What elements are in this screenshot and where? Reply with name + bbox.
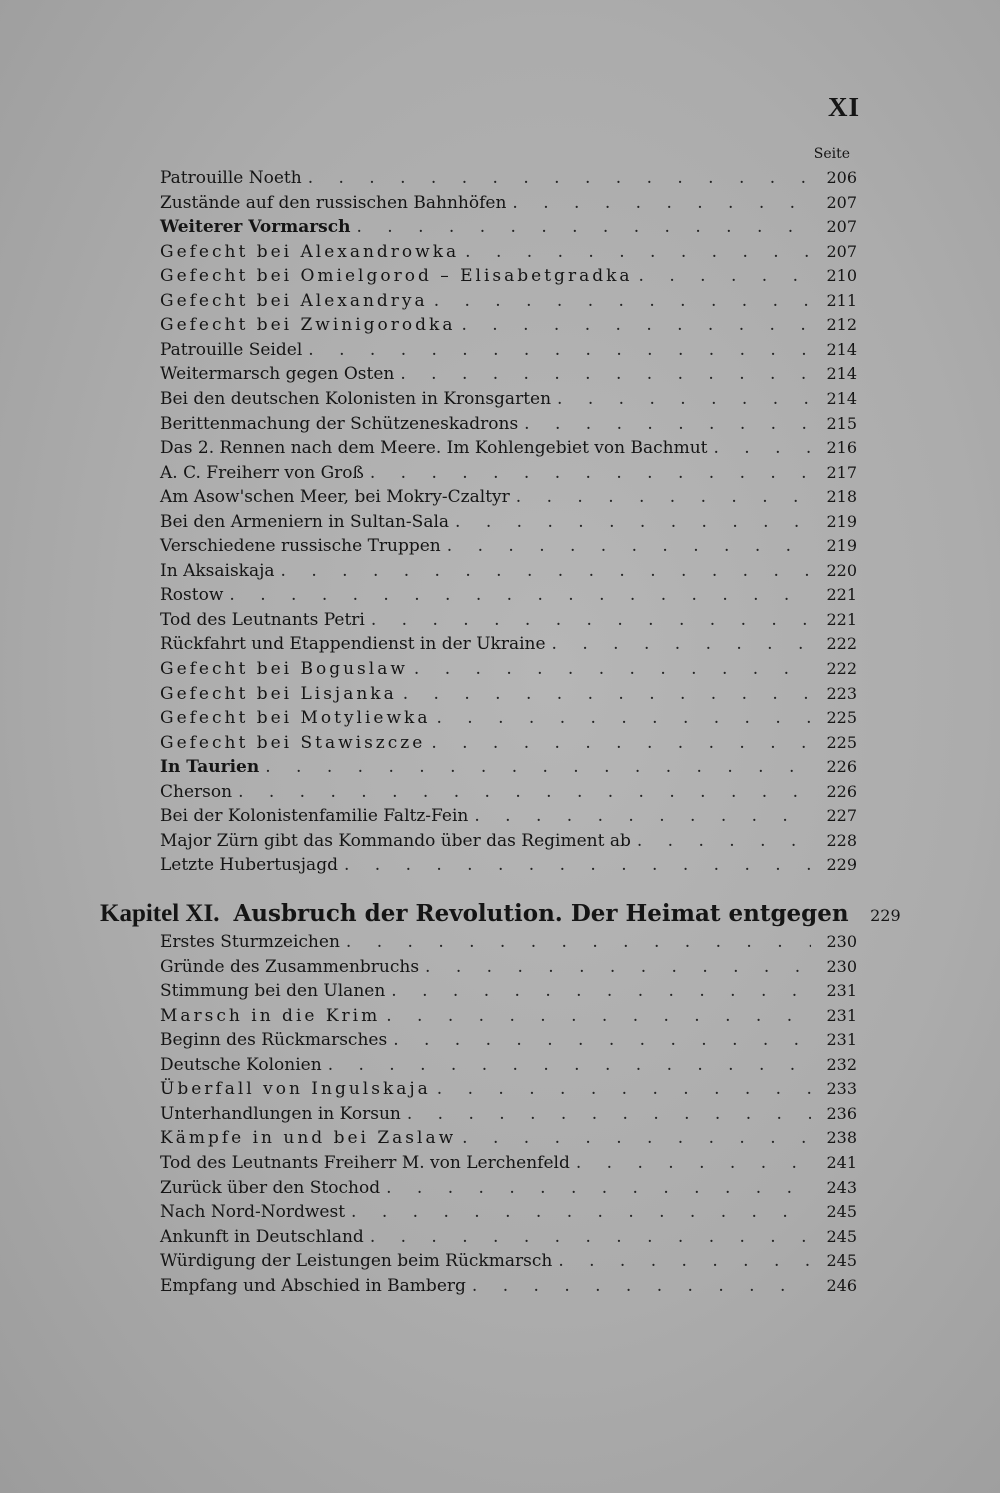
toc-entry-page: 227 — [826, 806, 857, 826]
dot-leader — [462, 1128, 811, 1148]
toc-entry-title: Beginn des Rückmarsches — [160, 1030, 388, 1051]
dot-leader — [371, 610, 811, 630]
toc-entry — [160, 512, 857, 537]
toc-entry-title: Tod des Leutnants Petri — [160, 609, 365, 630]
toc-entry-title: Gefecht bei Lisjanka — [160, 683, 397, 704]
dot-leader — [386, 1006, 811, 1026]
toc-entry-page: 219 — [826, 511, 857, 531]
toc-entry — [160, 1104, 857, 1129]
toc-entry-title: Ankunft in Deutschland — [160, 1226, 364, 1247]
toc-entry-title: Rückfahrt und Etappendienst in der Ukraine — [160, 634, 546, 655]
toc-entry-page: 217 — [826, 462, 857, 482]
toc-entry-page: 212 — [826, 315, 857, 335]
toc-entry-title: Weitermarsch gegen Osten — [160, 364, 395, 385]
toc-entry-page: 241 — [826, 1152, 857, 1172]
dot-leader — [370, 1227, 811, 1247]
toc-entry — [160, 536, 857, 561]
toc-entry-page: 225 — [826, 708, 857, 728]
toc-entry — [160, 414, 857, 439]
dot-leader — [472, 1276, 811, 1296]
toc-entry-title: Tod des Leutnants Freiherr M. von Lerchenfeld — [160, 1152, 570, 1173]
toc-entry — [160, 266, 857, 291]
toc-entry — [160, 487, 857, 512]
toc-entry-page: 231 — [826, 1005, 857, 1025]
toc-entry-page: 206 — [826, 168, 857, 187]
toc-entry-title: Nach Nord-Nordwest — [160, 1202, 346, 1223]
toc-entry-title: Überfall von Ingulskaja — [160, 1079, 431, 1100]
toc-entry — [160, 315, 857, 340]
toc-entry — [160, 1276, 857, 1301]
toc-entry-page: 231 — [826, 1030, 857, 1050]
toc-entry — [160, 438, 857, 463]
toc-entry — [160, 1251, 857, 1276]
toc-entry-page: 223 — [826, 683, 857, 703]
toc-entry — [160, 782, 857, 807]
toc-entry — [160, 1178, 857, 1203]
toc-entry — [160, 932, 857, 957]
toc-entry — [160, 957, 857, 982]
toc-entry-title: Kämpfe in und bei Zaslaw — [160, 1128, 457, 1149]
toc-entry-title: Unterhandlungen in Korsun — [160, 1103, 401, 1124]
toc-entry — [160, 291, 857, 316]
toc-entry-title: Gefecht bei Stawiszcze — [160, 732, 426, 753]
chapter-page: 229 — [870, 906, 901, 925]
toc-entry — [160, 585, 857, 610]
dot-leader — [437, 1079, 811, 1099]
toc-entry — [160, 708, 857, 733]
dot-leader — [351, 1202, 811, 1222]
toc-entry-title: Gefecht bei Omielgorod – Elisabetgradka — [160, 266, 633, 287]
toc-entry-page: 222 — [826, 634, 857, 654]
toc-entry-page: 219 — [826, 536, 857, 556]
toc-entry — [160, 1006, 857, 1031]
toc-entry-page: 214 — [826, 364, 857, 384]
dot-leader — [403, 684, 811, 704]
toc-entry-page: 243 — [826, 1177, 857, 1197]
page-number: XI — [827, 92, 860, 122]
toc-entry-page: 214 — [826, 388, 857, 408]
dot-leader — [238, 782, 811, 802]
toc-entry — [160, 806, 857, 831]
toc-entry-page: 214 — [826, 339, 857, 359]
toc-entry-title: Am Asow'schen Meer, bei Mokry-Czaltyr — [160, 487, 510, 508]
toc-entry-page: 246 — [826, 1275, 857, 1295]
toc-entry-title: Das 2. Rennen nach dem Meere. Im Kohlengebiet von Bachmut — [160, 438, 708, 459]
toc-entry-page: 236 — [826, 1103, 857, 1123]
dot-leader — [436, 708, 811, 728]
toc-entry — [160, 242, 857, 267]
page-column-label: Seite — [813, 146, 850, 162]
toc-entry-title: Bei der Kolonistenfamilie Faltz-Fein — [160, 806, 469, 827]
toc-entry-title: Deutsche Kolonien — [160, 1054, 322, 1075]
toc-entry — [160, 659, 857, 684]
toc-entry — [160, 217, 857, 242]
toc-entry-page: 230 — [826, 932, 857, 951]
toc-entry — [160, 1128, 857, 1153]
dot-leader — [465, 242, 811, 262]
dot-leader — [524, 414, 811, 434]
dot-leader — [229, 585, 811, 605]
toc-entry-page: 211 — [826, 290, 857, 310]
toc-entry-title: In Aksaiskaja — [160, 560, 275, 581]
toc-entry — [160, 389, 857, 414]
toc-entry-title: Gründe des Zusammenbruchs — [160, 956, 420, 977]
toc-entry-page: 210 — [826, 266, 857, 286]
toc-entry-page: 220 — [826, 560, 857, 580]
toc-entry-page: 218 — [826, 487, 857, 507]
dot-leader — [714, 438, 812, 458]
toc-entry-title: Major Zürn gibt das Kommando über das Regiment ab — [160, 830, 631, 851]
toc-entry — [160, 981, 857, 1006]
toc-entry-title: Cherson — [160, 781, 233, 802]
chapter-title: Ausbruch der Revolution. Der Heimat entgegen — [233, 900, 849, 927]
toc-entry-title: Patrouille Noeth — [160, 168, 302, 188]
dot-leader — [328, 1055, 811, 1075]
toc-entry-page: 233 — [826, 1079, 857, 1099]
toc-entry-title: Gefecht bei Boguslaw — [160, 659, 408, 679]
toc-entry-page: 222 — [826, 659, 857, 678]
dot-leader — [455, 512, 811, 532]
dot-leader — [516, 487, 811, 507]
toc-entry-page: 230 — [826, 956, 857, 976]
toc-entry-page: 225 — [826, 732, 857, 752]
toc-entry — [160, 1055, 857, 1080]
dot-leader — [558, 1251, 811, 1271]
toc-entry-page: 207 — [826, 241, 857, 261]
toc-entry-page: 207 — [826, 217, 857, 237]
dot-leader — [386, 1178, 811, 1198]
dot-leader — [431, 733, 811, 753]
toc-entry — [160, 1227, 857, 1252]
toc-entry-title: Marsch in die Krim — [160, 1005, 381, 1026]
dot-leader — [346, 932, 811, 952]
dot-leader — [414, 659, 811, 679]
toc-entry-title: Patrouille Seidel — [160, 339, 303, 360]
dot-leader — [400, 364, 811, 384]
toc-entry-page: 226 — [826, 757, 857, 777]
toc-entry — [160, 634, 857, 659]
toc-entry-title: Gefecht bei Motyliewka — [160, 708, 431, 729]
toc-entry — [160, 831, 857, 856]
toc-entry-title: Würdigung der Leistungen beim Rückmarsch — [160, 1251, 553, 1272]
toc-entry-page: 207 — [826, 192, 857, 212]
toc-entry-title: Zustände auf den russischen Bahnhöfen — [160, 192, 507, 213]
toc-entry-page: 221 — [826, 585, 857, 605]
toc-entry — [160, 168, 857, 193]
dot-leader — [637, 831, 811, 851]
dot-leader — [391, 981, 811, 1001]
dot-leader — [393, 1030, 811, 1050]
dot-leader — [425, 957, 811, 977]
toc-entry — [160, 364, 857, 389]
toc-entry-title: Stimmung bei den Ulanen — [160, 981, 386, 1002]
dot-leader — [512, 193, 811, 213]
chapter-label: Kapitel XI. — [100, 900, 220, 927]
toc-entry-title: Bei den deutschen Kolonisten in Kronsgarten — [160, 388, 552, 409]
toc-entry — [160, 610, 857, 635]
chapter-heading — [100, 900, 901, 934]
toc-entry-title: Gefecht bei Alexandrowka — [160, 241, 460, 262]
dot-leader — [370, 463, 811, 483]
toc-entry-title: Weiterer Vormarsch — [160, 217, 351, 238]
toc-entry-title: Berittenmachung der Schützeneskadrons — [160, 413, 519, 434]
dot-leader — [576, 1153, 811, 1173]
toc-entry-page: 221 — [826, 609, 857, 629]
toc-entry — [160, 1153, 857, 1178]
toc-entry — [160, 855, 857, 880]
toc-entry — [160, 733, 857, 758]
toc-entry — [160, 193, 857, 218]
dot-leader — [265, 757, 811, 777]
dot-leader — [474, 806, 811, 826]
dot-leader — [434, 291, 811, 311]
toc-entry-page: 245 — [826, 1202, 857, 1222]
toc-entry — [160, 463, 857, 488]
toc-entry-title: Rostow — [160, 585, 224, 606]
toc-entry-title: In Taurien — [160, 757, 260, 778]
toc-entry — [160, 561, 857, 586]
toc-entry-page: 238 — [826, 1128, 857, 1148]
toc-entry-title: Erstes Sturmzeichen — [160, 932, 340, 952]
toc-entry — [160, 340, 857, 365]
dot-leader — [461, 315, 811, 335]
toc-entry-title: A. C. Freiherr von Groß — [160, 462, 364, 483]
dot-leader — [281, 561, 811, 581]
toc-entry-title: Letzte Hubertusjagd — [160, 855, 338, 876]
toc-entry-page: 215 — [826, 413, 857, 433]
toc-entry-page: 231 — [826, 981, 857, 1001]
toc-entry-page: 245 — [826, 1251, 857, 1271]
dot-leader — [639, 266, 811, 286]
toc-entry-page: 229 — [826, 855, 857, 875]
dot-leader — [356, 217, 811, 237]
toc-entry — [160, 1030, 857, 1055]
toc-entry-title: Gefecht bei Zwinigorodka — [160, 315, 456, 336]
toc-entry-page: 228 — [826, 830, 857, 850]
toc-entry-title: Verschiedene russische Truppen — [160, 536, 441, 557]
dot-leader — [344, 855, 811, 875]
dot-leader — [447, 536, 811, 556]
toc-entry — [160, 684, 857, 709]
toc-entry-title: Bei den Armeniern in Sultan-Sala — [160, 511, 450, 532]
dot-leader — [407, 1104, 811, 1124]
dot-leader — [308, 168, 811, 188]
dot-leader — [557, 389, 811, 409]
toc-entry-page: 226 — [826, 781, 857, 801]
toc-entry-page: 216 — [826, 438, 857, 458]
toc-entry-title: Empfang und Abschied in Bamberg — [160, 1275, 466, 1296]
toc-entry-page: 232 — [826, 1054, 857, 1074]
toc-entry-page: 245 — [826, 1226, 857, 1246]
toc-entry-title: Zurück über den Stochod — [160, 1177, 381, 1198]
toc-entry-title: Gefecht bei Alexandrya — [160, 290, 428, 311]
toc-entry — [160, 1202, 857, 1227]
dot-leader — [552, 634, 811, 654]
toc-entry — [160, 1079, 857, 1104]
toc-entry — [160, 757, 857, 782]
dot-leader — [308, 340, 811, 360]
